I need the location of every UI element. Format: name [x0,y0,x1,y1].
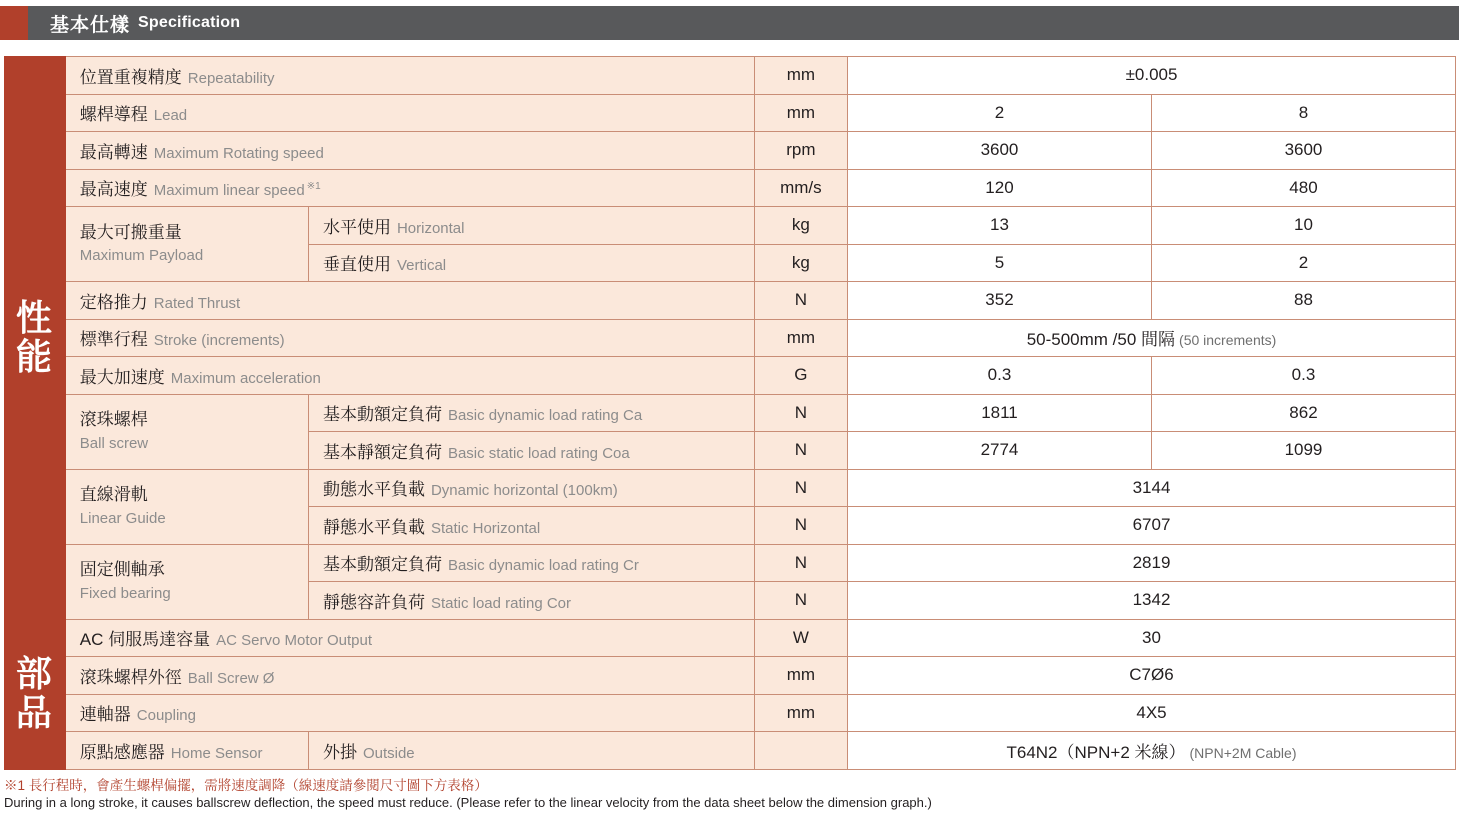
row-sublabel-en: Dynamic horizontal (100km) [430,482,618,500]
table-row [5,282,1456,320]
row-value-col2: 480 [1151,169,1455,207]
row-value-col1: 2774 [848,432,1152,470]
row-sublabel-en: Static load rating Cor [430,594,572,612]
table-row [5,469,1456,507]
section-label-parts-char1: 部 [15,653,54,695]
row-label-group [65,207,308,282]
table-row [5,319,1456,357]
row-value-main: 50-500mm /50 間隔 [1026,330,1176,350]
row-unit: W [754,619,847,657]
table-row [5,57,1456,95]
row-label-en: Ball Screw Ø [187,669,275,687]
row-sublabel [308,732,754,770]
row-label-en: AC Servo Motor Output [216,632,373,650]
row-unit: mm [754,319,847,357]
row-value-col2: 88 [1151,282,1455,320]
header-title-cn: 基本仕樣 [50,14,131,36]
row-label [65,619,754,657]
table-row [5,694,1456,732]
row-label-cn: 固定側軸承 [79,560,165,580]
row-label-group [65,469,308,544]
row-label-en: Maximum Rotating speed [153,144,324,162]
row-label-cn: 滾珠螺桿外徑 [79,667,182,687]
row-label-cn: 最大加速度 [79,367,165,387]
row-label-cn: 原點感應器 [79,742,165,762]
row-unit: N [754,432,847,470]
table-row [5,132,1456,170]
table-row [5,394,1456,432]
row-label-cn: 連軸器 [79,705,131,725]
section-label-performance-char1: 性 [15,296,54,338]
footnote [4,777,1459,812]
row-label-cn: 最高轉速 [79,142,148,162]
specification-table [4,56,1456,770]
row-value: 30 [848,619,1456,657]
row-label-cn: 位置重複精度 [79,67,182,87]
section-label-performance-char2: 能 [15,335,54,377]
row-value-col2: 0.3 [1151,357,1455,395]
table-row [5,657,1456,695]
row-label [65,319,754,357]
row-value-col2: 8 [1151,94,1455,132]
row-value-note: (50 increments) [1179,332,1277,349]
table-row [5,357,1456,395]
row-sublabel [308,207,754,245]
section-label-parts-char2: 品 [15,692,54,733]
row-label [65,657,754,695]
table-row [5,732,1456,770]
row-value: 3144 [848,469,1456,507]
row-sublabel-cn: 基本動額定負荷 [322,555,442,575]
section-label-parts [5,619,66,769]
row-label-cn: 最大可搬重量 [79,222,182,242]
row-unit: mm [754,657,847,695]
row-sublabel-en: Static Horizontal [430,519,541,537]
row-sublabel [308,544,754,582]
row-value-col2: 3600 [1151,132,1455,170]
row-label [65,694,754,732]
row-value-col1: 2 [848,94,1152,132]
row-label-en: Repeatability [187,69,275,87]
row-sublabel-cn: 垂直使用 [322,255,391,275]
row-value-col1: 3600 [848,132,1152,170]
row-label-en: Maximum acceleration [170,369,321,387]
row-label-group [65,394,308,469]
table-row [5,94,1456,132]
row-value-col1: 352 [848,282,1152,320]
row-value-col2: 1099 [1151,432,1455,470]
row-label-en: Rated Thrust [153,294,241,312]
row-label-cn: 最高速度 [79,180,148,200]
section-label-performance [5,57,66,620]
row-value: 4X5 [848,694,1456,732]
row-label-cn: 滾珠螺桿 [79,410,148,430]
row-value: 1342 [848,582,1456,620]
row-value-col1: 120 [848,169,1152,207]
row-unit: G [754,357,847,395]
row-unit: N [754,394,847,432]
row-label-en: Maximum linear speed [153,182,305,200]
row-unit: N [754,469,847,507]
spec-sheet-page [0,6,1459,824]
row-sublabel-en: Vertical [396,257,447,275]
row-unit: kg [754,207,847,245]
row-sublabel [308,432,754,470]
row-sublabel [308,244,754,282]
row-label-cn: 螺桿導程 [79,105,148,125]
row-sublabel [308,582,754,620]
row-label [65,132,754,170]
row-sublabel [308,394,754,432]
row-value-col2: 10 [1151,207,1455,245]
row-sublabel-cn: 基本動額定負荷 [322,405,442,425]
row-label-en: Linear Guide [79,509,166,527]
row-unit: N [754,507,847,545]
row-sublabel-en: Outside [362,744,415,762]
row-sublabel-en: Basic dynamic load rating Cr [447,557,639,575]
row-sublabel-cn: 靜態水平負載 [322,517,425,537]
row-label [65,57,754,95]
row-sublabel-en: Basic static load rating Coa [447,444,630,462]
row-label [65,282,754,320]
row-label-en: Fixed bearing [79,584,171,602]
row-label-en: Ball screw [79,434,149,452]
row-label-group [65,544,308,619]
table-row [5,207,1456,245]
table-row [5,169,1456,207]
row-sublabel-en: Horizontal [396,219,465,237]
footnote-cn: ※1 長行程時，會產生螺桿偏擺，需將速度調降（線速度請參閱尺寸圖下方表格） [4,777,488,793]
row-value: 6707 [848,507,1456,545]
row-value-col2: 862 [1151,394,1455,432]
header-title-en: Specification [138,14,241,31]
row-unit: N [754,282,847,320]
row-sublabel [308,507,754,545]
row-label-en: Maximum Payload [79,247,204,265]
row-label-cn: 直線滑軌 [79,485,148,505]
row-label-footnote-marker: ※1 [306,180,321,192]
row-value: C7Ø6 [848,657,1456,695]
row-sublabel-cn: 靜態容許負荷 [322,592,425,612]
row-unit: mm [754,94,847,132]
row-label [65,732,308,770]
row-value-col1: 1811 [848,394,1152,432]
row-sublabel-cn: 基本靜額定負荷 [322,442,442,462]
row-sublabel-en: Basic dynamic load rating Ca [447,407,643,425]
header-accent-block [0,6,28,40]
row-sublabel-cn: 外掛 [322,742,357,762]
table-row [5,619,1456,657]
row-value-col2: 2 [1151,244,1455,282]
row-value [848,319,1456,357]
row-sublabel [308,469,754,507]
footnote-en: During in a long stroke, it causes ballscrew deflection, the speed must reduce. (Please refer to the linear velocity from the data sheet below the dimension graph.) [4,795,932,811]
row-value [848,732,1456,770]
section-header [0,6,1459,40]
row-value: ±0.005 [848,57,1456,95]
row-label [65,94,754,132]
row-unit: N [754,544,847,582]
row-sublabel-cn: 水平使用 [322,217,391,237]
row-unit: rpm [754,132,847,170]
row-label-en: Coupling [136,707,196,725]
row-value-main: T64N2（NPN+2 米線） [1006,742,1186,762]
row-label-cn: AC 伺服馬達容量 [79,630,211,650]
row-label [65,169,754,207]
row-label-cn: 定格推力 [79,292,148,312]
row-unit [754,732,847,770]
row-label-en: Home Sensor [170,744,263,762]
row-value-col1: 0.3 [848,357,1152,395]
row-unit: mm/s [754,169,847,207]
table-row [5,544,1456,582]
row-label-en: Lead [153,107,188,125]
row-sublabel-cn: 動態水平負載 [322,480,425,500]
row-label [65,357,754,395]
row-value-note: (NPN+2M Cable) [1189,744,1297,761]
row-unit: mm [754,694,847,732]
row-value: 2819 [848,544,1456,582]
row-label-cn: 標準行程 [79,330,148,350]
row-label-en: Stroke (increments) [153,332,285,350]
row-unit: N [754,582,847,620]
row-value-col1: 5 [848,244,1152,282]
row-unit: mm [754,57,847,95]
row-value-col1: 13 [848,207,1152,245]
row-unit: kg [754,244,847,282]
header-bar [28,6,1459,40]
